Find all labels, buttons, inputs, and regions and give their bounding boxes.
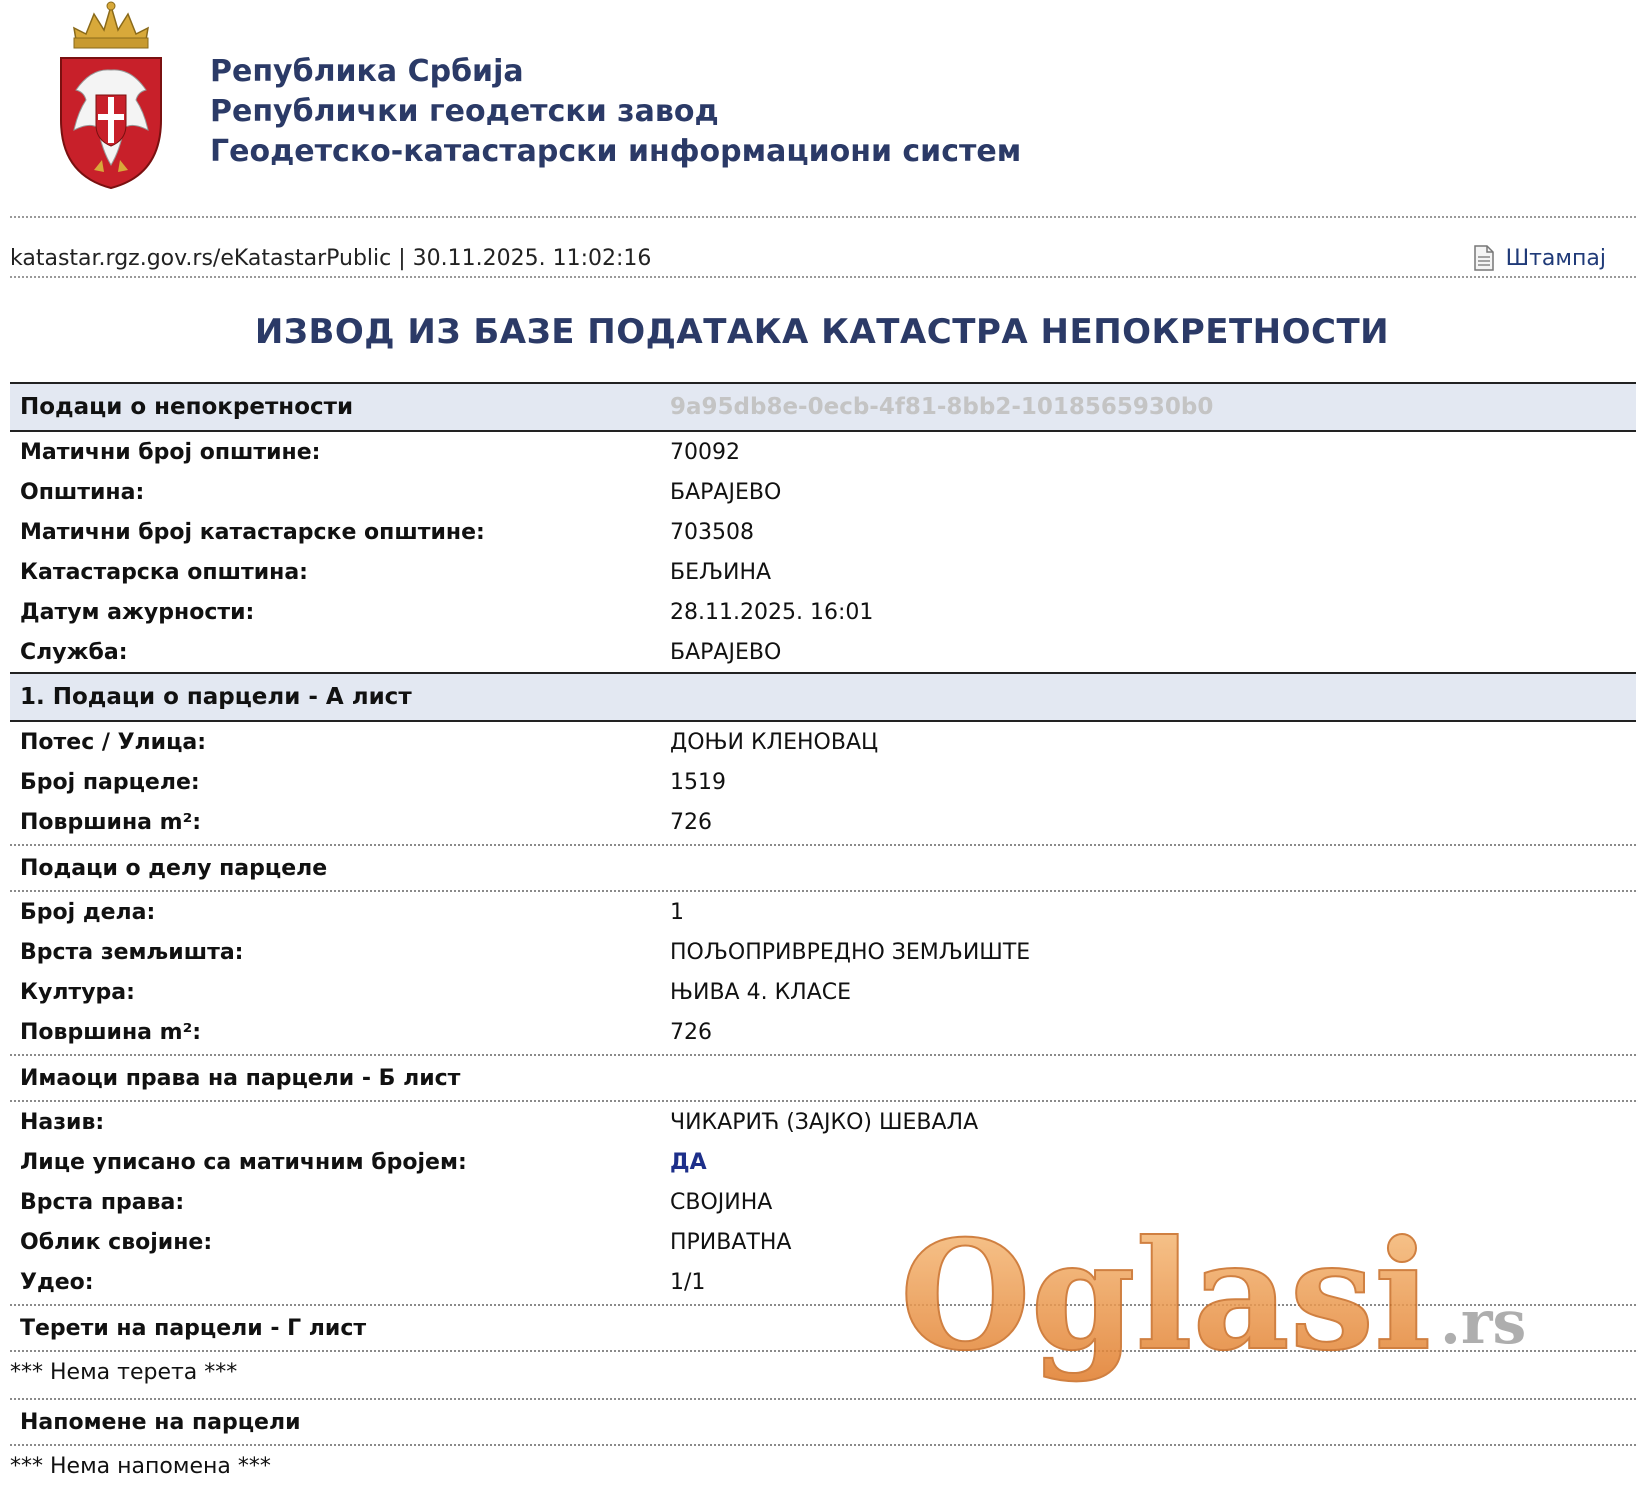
row-value: БЕЉИНА — [670, 559, 772, 585]
row-label: Облик својине: — [20, 1229, 213, 1255]
row-value-registered: ДА — [670, 1149, 707, 1175]
row-label: Служба: — [20, 639, 128, 665]
org-institute: Републички геодетски завод — [210, 94, 719, 129]
row-value: БАРАЈЕВО — [670, 639, 782, 665]
table-row — [10, 972, 1636, 1012]
table-row — [10, 762, 1636, 802]
row-label: Назив: — [20, 1109, 105, 1135]
section-owners: Имаоци права на парцели - Б лист — [10, 1054, 1636, 1102]
document-title: ИЗВОД ИЗ БАЗЕ ПОДАТАКА КАТАСТРА НЕПОКРЕТНОСТИ — [254, 312, 1390, 352]
table-row — [10, 1182, 1636, 1222]
divider — [10, 216, 1636, 218]
row-value: БАРАЈЕВО — [670, 479, 782, 505]
org-system: Геодетско-катастарски информациони систем — [210, 134, 1022, 169]
table-row — [10, 1012, 1636, 1052]
table-row — [10, 592, 1636, 632]
row-value: 70092 — [670, 439, 740, 465]
serbia-coat-of-arms-icon — [56, 0, 166, 200]
table-row — [10, 1102, 1636, 1142]
divider — [10, 276, 1636, 278]
section-property-title: Подаци о непокретности — [20, 394, 354, 420]
table-row — [10, 432, 1636, 472]
document-guid: 9a95db8e-0ecb-4f81-8bb2-1018565930b0 — [670, 394, 1214, 420]
row-value: 726 — [670, 809, 712, 835]
organization-header — [210, 52, 1021, 172]
row-value: 28.11.2025. 16:01 — [670, 599, 874, 625]
table-row — [10, 892, 1636, 932]
table-row — [10, 1262, 1636, 1302]
row-label: Површина m²: — [20, 1019, 202, 1045]
row-value: ПРИВАТНА — [670, 1229, 792, 1255]
section-burdens: Терети на парцели - Г лист — [10, 1304, 1636, 1352]
row-label: Датум ажурности: — [20, 599, 255, 625]
row-value: 726 — [670, 1019, 712, 1045]
table-row — [10, 512, 1636, 552]
row-label: Матични број катастарске општине: — [20, 519, 485, 545]
table-row — [10, 472, 1636, 512]
row-label: Катастарска општина: — [20, 559, 308, 585]
row-value: 1 — [670, 899, 684, 925]
table-row — [10, 1142, 1636, 1182]
row-label: Површина m²: — [20, 809, 202, 835]
print-button[interactable] — [1472, 244, 1606, 272]
burdens-note: *** Нема терета *** — [10, 1359, 238, 1385]
watermark-tld: .rs — [1440, 1288, 1527, 1358]
row-label: Број парцеле: — [20, 769, 200, 795]
section-parcel-title: 1. Подаци о парцели - А лист — [20, 684, 412, 710]
section-remarks: Напомене на парцели — [10, 1398, 1636, 1446]
cadastre-table — [10, 382, 1636, 1486]
table-row — [10, 632, 1636, 672]
row-label: Број дела: — [20, 899, 156, 925]
section-property — [10, 382, 1636, 432]
row-value: ЊИВА 4. КЛАСЕ — [670, 979, 852, 1005]
row-value: ПОЉОПРИВРЕДНО ЗЕМЉИШТЕ — [670, 939, 1031, 965]
row-label: Култура: — [20, 979, 135, 1005]
row-label: Потес / Улица: — [20, 729, 207, 755]
remarks-note: *** Нема напомена *** — [10, 1453, 271, 1479]
table-row — [10, 802, 1636, 842]
section-parcel — [10, 672, 1636, 722]
row-value: 1/1 — [670, 1269, 706, 1295]
row-value: 1519 — [670, 769, 726, 795]
row-label: Удео: — [20, 1269, 94, 1295]
watermark-brand: Oglasi — [900, 1218, 1432, 1384]
property-rows — [10, 432, 1636, 672]
row-label: Врста земљишта: — [20, 939, 244, 965]
row-label: Лице уписано са матичним бројем: — [20, 1149, 467, 1175]
org-republic: Република Србија — [210, 54, 524, 89]
row-value: ДОЊИ КЛЕНОВАЦ — [670, 729, 879, 755]
printer-document-icon — [1472, 244, 1496, 272]
row-label: Врста права: — [20, 1189, 185, 1215]
row-label: Општина: — [20, 479, 145, 505]
table-row — [10, 722, 1636, 762]
table-row — [10, 932, 1636, 972]
row-label: Матични број општине: — [20, 439, 321, 465]
row-value: 703508 — [670, 519, 754, 545]
source-timestamp: katastar.rgz.gov.rs/eKatastarPublic | 30.11.2025. 11:02:16 — [10, 246, 652, 271]
print-label: Штампај — [1505, 245, 1606, 271]
table-row — [10, 1222, 1636, 1262]
table-row — [10, 552, 1636, 592]
row-value: ЧИКАРИЋ (ЗАЈКО) ШЕВАЛА — [670, 1109, 979, 1135]
section-parcel-part: Подаци о делу парцеле — [10, 844, 1636, 892]
row-value: СВОЈИНА — [670, 1189, 773, 1215]
